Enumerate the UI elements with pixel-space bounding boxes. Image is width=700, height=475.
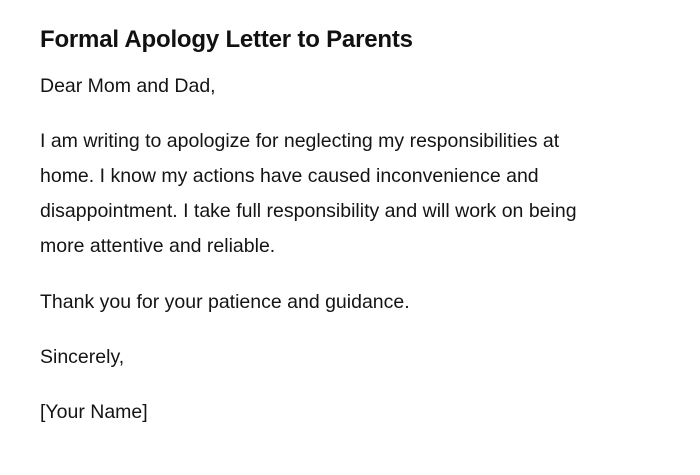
letter-body-line: I am writing to apologize for neglecting my responsibilities at bbox=[40, 130, 560, 152]
letter-body-line: more attentive and reliable. bbox=[40, 235, 276, 257]
letter-title: Formal Apology Letter to Parents bbox=[40, 26, 413, 53]
letter-greeting: Dear Mom and Dad, bbox=[40, 75, 216, 97]
letter-signature: [Your Name] bbox=[40, 401, 148, 423]
letter-body-line: disappointment. I take full responsibility and will work on being bbox=[40, 200, 577, 222]
letter-thanks: Thank you for your patience and guidance. bbox=[40, 291, 410, 313]
letter-body-line: home. I know my actions have caused inconvenience and bbox=[40, 165, 539, 187]
letter-body-paragraph bbox=[40, 124, 652, 264]
letter-closing: Sincerely, bbox=[40, 346, 125, 368]
